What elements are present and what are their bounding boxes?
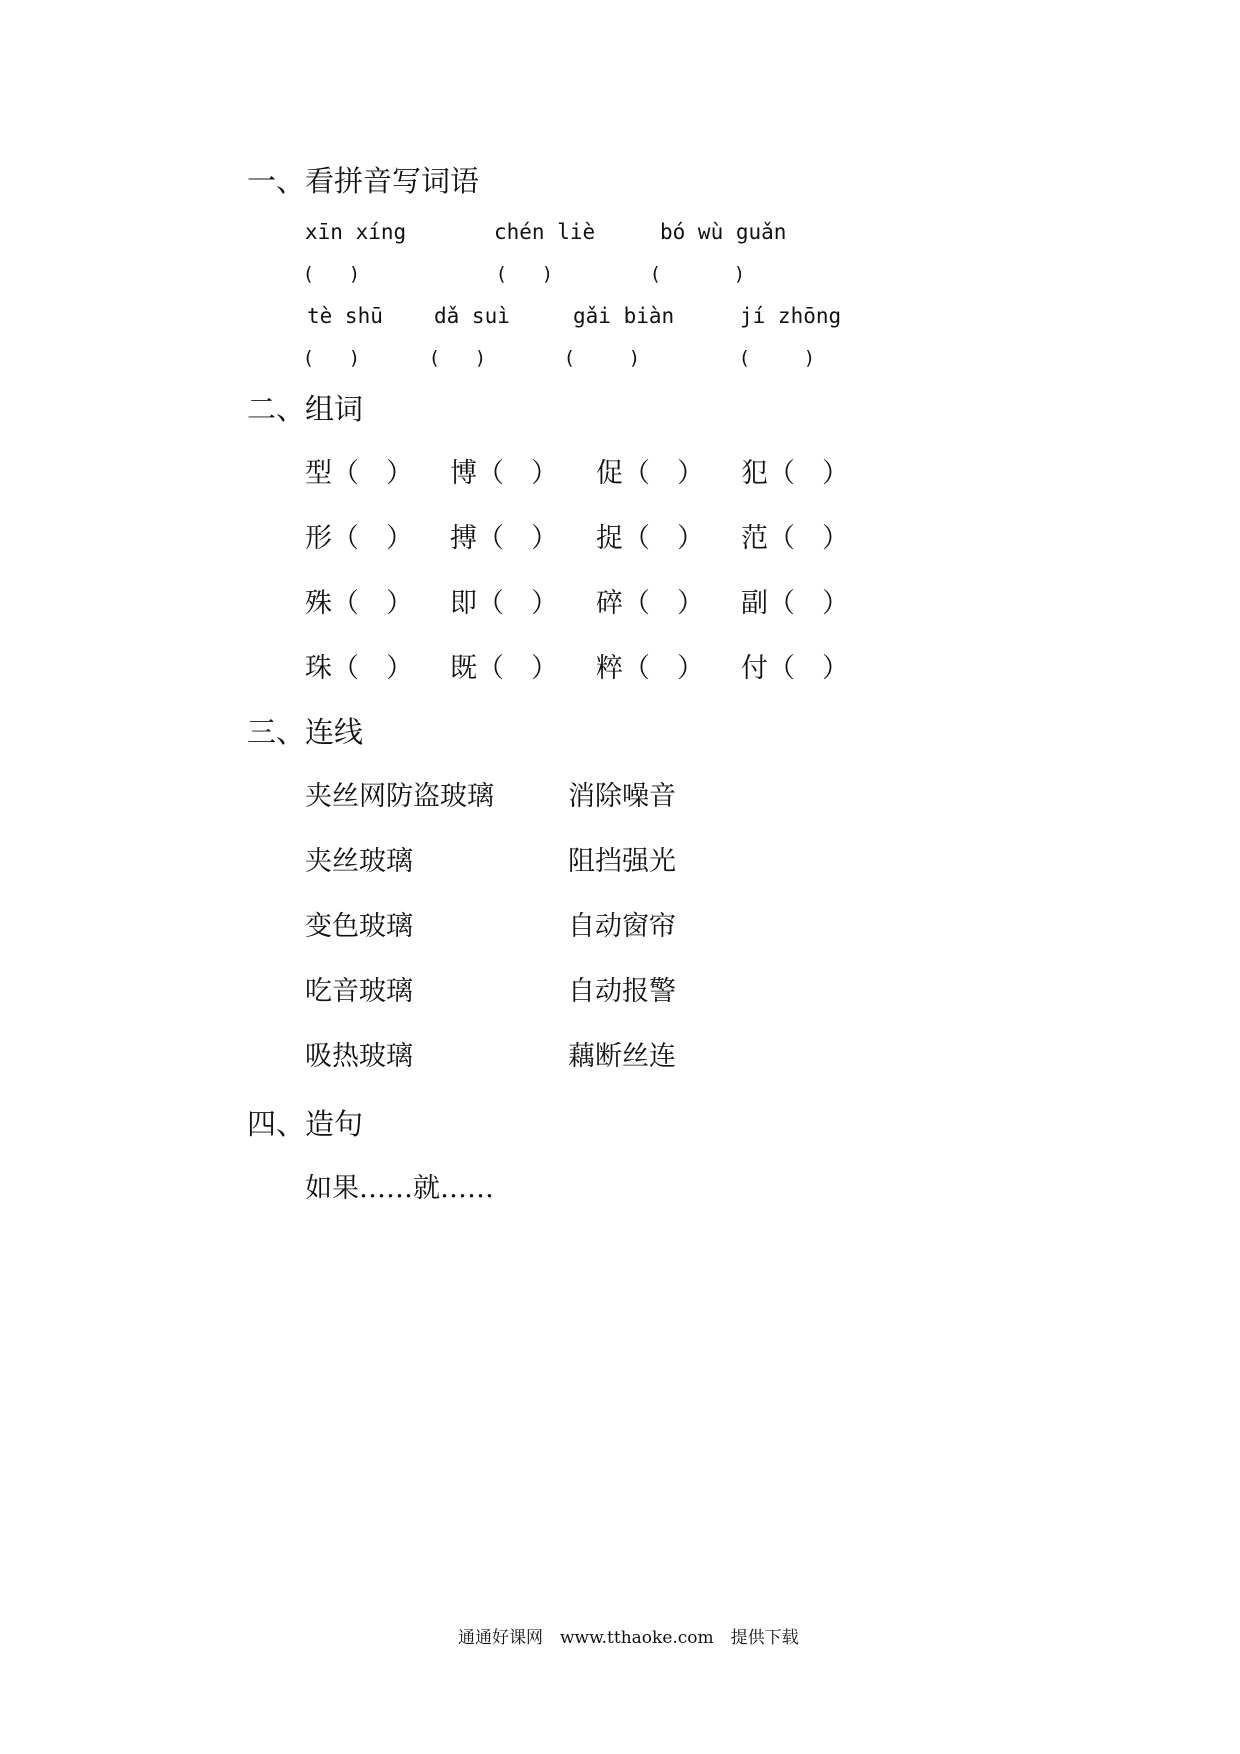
zuci-item[interactable]: 珠（ ）	[305, 653, 413, 684]
match-right-item[interactable]: 自动窗帘	[568, 911, 676, 942]
answer-blank[interactable]: ( )	[652, 263, 743, 285]
zuci-item[interactable]: 殊（ ）	[305, 588, 413, 619]
zuci-item[interactable]: 即（ ）	[450, 588, 558, 619]
zuci-item[interactable]: 捉（ ）	[596, 523, 704, 554]
zuci-item[interactable]: 付（ ）	[741, 653, 849, 684]
pinyin-bowuguan: bó wù guǎn	[660, 220, 787, 244]
match-right-item[interactable]: 藕断丝连	[568, 1041, 676, 1072]
pinyin-jizhong: jí zhōng	[740, 304, 842, 328]
zuci-item[interactable]: 范（ ）	[741, 523, 849, 554]
zuci-item[interactable]: 博（ ）	[450, 458, 558, 489]
answer-blank[interactable]: ( )	[566, 347, 638, 369]
section3-title: 三、连线	[247, 715, 364, 749]
answer-blank[interactable]: ( )	[741, 347, 813, 369]
match-right-item[interactable]: 阻挡强光	[568, 846, 676, 877]
answer-blank[interactable]: ( )	[431, 347, 484, 369]
answer-blank[interactable]: ( )	[305, 263, 358, 285]
section4-title: 四、造句	[247, 1107, 364, 1141]
pinyin-teshu: tè shū	[307, 304, 383, 328]
answer-blank[interactable]: ( )	[305, 347, 358, 369]
pinyin-chenlie: chén liè	[494, 220, 596, 244]
zuci-item[interactable]: 犯（ ）	[741, 458, 849, 489]
zuci-item[interactable]: 粹（ ）	[596, 653, 704, 684]
zuci-item[interactable]: 既（ ）	[450, 653, 558, 684]
section2-title: 二、组词	[247, 392, 364, 426]
zuci-item[interactable]: 型（ ）	[305, 458, 413, 489]
match-left-item[interactable]: 吸热玻璃	[305, 1041, 413, 1072]
pinyin-dasui: dǎ suì	[434, 304, 510, 328]
answer-blank[interactable]: ( )	[498, 263, 551, 285]
zuci-item[interactable]: 副（ ）	[741, 588, 849, 619]
section1-title: 一、看拼音写词语	[247, 164, 480, 198]
zuci-item[interactable]: 搏（ ）	[450, 523, 558, 554]
zuci-item[interactable]: 形（ ）	[305, 523, 413, 554]
match-left-item[interactable]: 吃音玻璃	[305, 976, 413, 1007]
match-left-item[interactable]: 夹丝玻璃	[305, 846, 413, 877]
zuci-item[interactable]: 碎（ ）	[596, 588, 704, 619]
match-right-item[interactable]: 自动报警	[568, 976, 676, 1007]
match-left-item[interactable]: 变色玻璃	[305, 911, 413, 942]
match-right-item[interactable]: 消除噪音	[568, 781, 676, 812]
page-footer: 通通好课网 www.tthaoke.com 提供下载	[458, 1628, 799, 1648]
pinyin-gaibian: gǎi biàn	[573, 304, 675, 328]
pinyin-xinxing: xīn xíng	[305, 220, 407, 244]
zuci-item[interactable]: 促（ ）	[596, 458, 704, 489]
match-left-item[interactable]: 夹丝网防盗玻璃	[305, 781, 494, 812]
sentence-prompt: 如果……就……	[305, 1173, 494, 1204]
